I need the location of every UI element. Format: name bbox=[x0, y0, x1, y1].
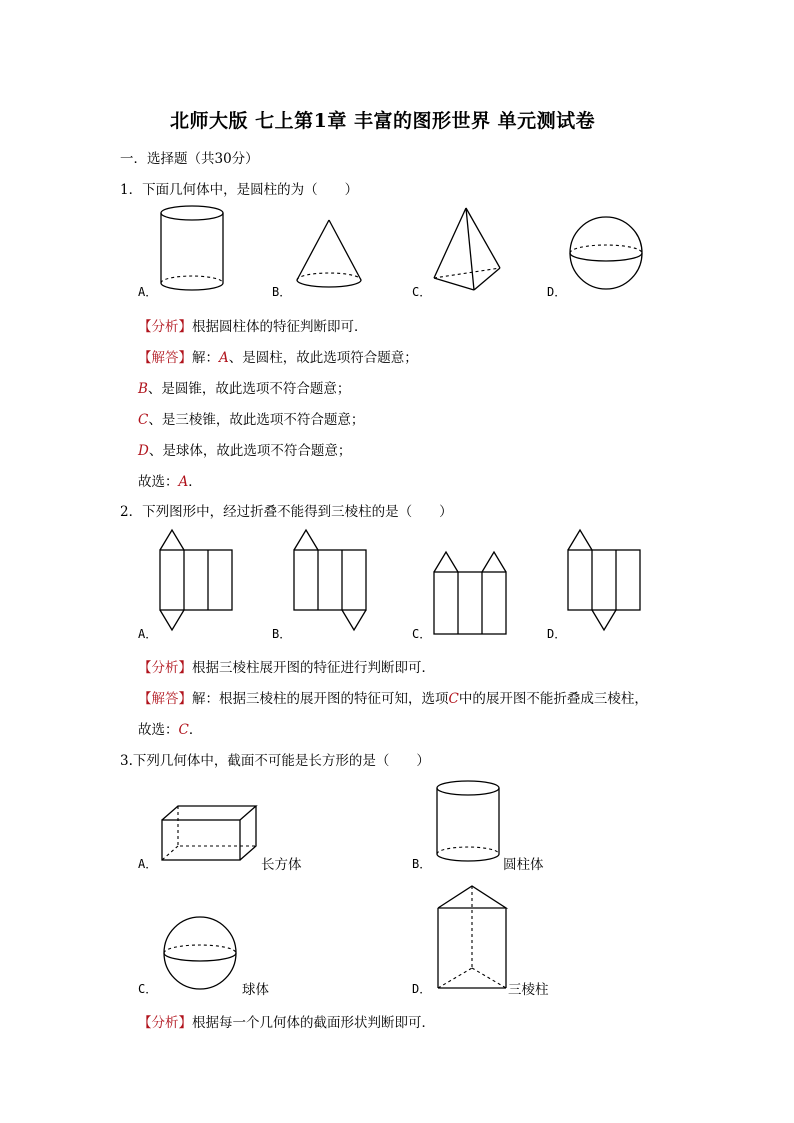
page-title: 北师大版 七上第1章 丰富的图形世界 单元测试卷 bbox=[170, 110, 596, 132]
cuboid-figure bbox=[160, 804, 260, 864]
sphere-figure bbox=[568, 215, 644, 291]
q2-final: 故选：C． bbox=[138, 722, 203, 738]
q3-option-c-name: 球体 bbox=[242, 982, 269, 998]
q2-stem: 2．下列图形中，经过折叠不能得到三棱柱的是（ ） bbox=[120, 504, 453, 520]
pyramid-figure bbox=[432, 208, 504, 293]
q1-option-a: A． bbox=[138, 285, 158, 299]
q2-option-d: D． bbox=[547, 627, 567, 641]
net-c-figure bbox=[432, 550, 508, 636]
prism-d-figure bbox=[436, 884, 508, 992]
net-a-figure bbox=[158, 528, 234, 634]
q2-analysis: 【分析】根据三棱柱展开图的特征进行判断即可． bbox=[138, 660, 435, 676]
q2-option-c: C． bbox=[412, 627, 432, 641]
cone-figure bbox=[295, 220, 365, 290]
q1-option-c: C． bbox=[412, 285, 432, 299]
q3-option-a-name: 长方体 bbox=[261, 857, 302, 873]
q3-option-d: D． bbox=[412, 982, 432, 996]
q1-answer: 【解答】解：A、是圆柱，故此选项符合题意； bbox=[138, 350, 418, 366]
q1-answer-line-c: C、是三棱锥，故此选项不符合题意； bbox=[138, 412, 365, 428]
q1-final: 故选：A． bbox=[138, 474, 202, 490]
q2-option-b: B． bbox=[272, 627, 292, 641]
net-b-figure bbox=[292, 528, 368, 634]
q1-answer-line-b: B、是圆锥，故此选项不符合题意； bbox=[138, 381, 351, 397]
q3-option-b-name: 圆柱体 bbox=[503, 857, 544, 873]
net-d-figure bbox=[566, 528, 642, 634]
q3-option-d-name: 三棱柱 bbox=[508, 982, 549, 998]
q1-option-b: B． bbox=[272, 285, 292, 299]
sphere-c-figure bbox=[162, 915, 238, 991]
cylinder-figure bbox=[160, 205, 224, 297]
q1-option-d: D． bbox=[547, 285, 567, 299]
cylinder-b-figure bbox=[436, 780, 500, 868]
q2-option-a: A． bbox=[138, 627, 158, 641]
q3-option-b: B． bbox=[412, 857, 432, 871]
q1-answer-line-d: D、是球体，故此选项不符合题意； bbox=[138, 443, 352, 459]
q3-analysis: 【分析】根据每一个几何体的截面形状判断即可． bbox=[138, 1015, 435, 1031]
q1-stem: 1．下面几何体中，是圆柱的为（ ） bbox=[120, 182, 359, 198]
q1-analysis: 【分析】根据圆柱体的特征判断即可． bbox=[138, 319, 368, 335]
section-heading: 一．选择题（共30分） bbox=[120, 151, 259, 167]
q3-option-a: A． bbox=[138, 857, 158, 871]
q3-option-c: C． bbox=[138, 982, 158, 996]
q2-answer: 【解答】解：根据三棱柱的展开图的特征可知，选项C中的展开图不能折叠成三棱柱， bbox=[138, 691, 648, 707]
q3-stem: 3.下列几何体中，截面不可能是长方形的是（ ） bbox=[120, 753, 430, 769]
